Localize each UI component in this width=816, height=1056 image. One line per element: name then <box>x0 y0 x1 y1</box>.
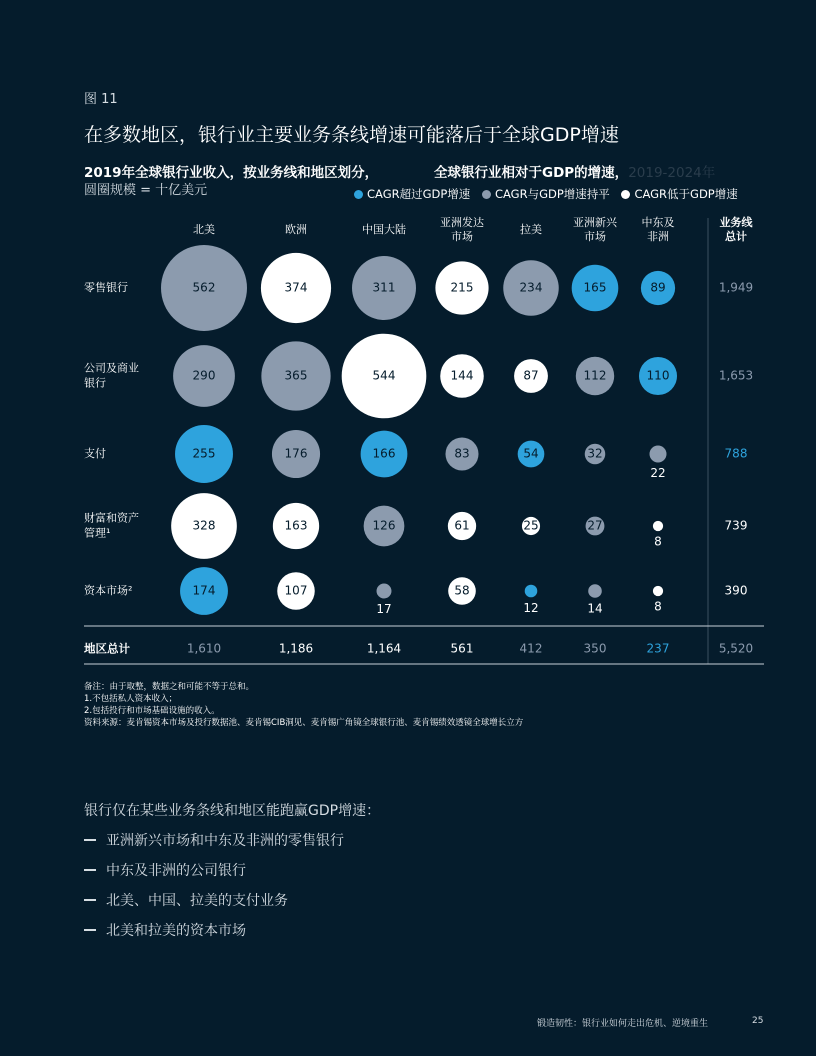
region-header: 中国大陆 <box>362 223 406 236</box>
region-total-row-label: 地区总计 <box>84 641 130 656</box>
dash-icon <box>84 869 96 871</box>
business-line-label: 支付 <box>84 447 106 460</box>
region-total-value: 1,186 <box>278 641 314 656</box>
dash-icon <box>84 839 96 841</box>
bubble-value-label: 144 <box>450 368 474 383</box>
bubble-value-label: 166 <box>372 446 396 461</box>
takeaway-bullet-text: 北美和拉美的资本市场 <box>106 923 246 939</box>
region-header: 亚洲发达市场 <box>440 216 484 243</box>
bubble-value-label: 110 <box>646 368 670 383</box>
bubble-value-label: 89 <box>650 280 666 295</box>
business-line-label: 财富和资产管理¹ <box>84 511 139 540</box>
bubble-value-label: 234 <box>519 280 543 295</box>
region-total-value: 1,610 <box>186 641 222 656</box>
takeaway-bullet <box>84 860 246 880</box>
bubble <box>525 585 538 598</box>
region-header: 欧洲 <box>285 223 307 236</box>
bubble-value-label: 255 <box>192 446 216 461</box>
bubble-value-label: 176 <box>284 446 308 461</box>
business-line-label: 零售银行 <box>84 281 128 294</box>
takeaway-bullet-text: 北美、中国、拉美的支付业务 <box>106 893 288 909</box>
bubble-value-label: 365 <box>284 368 308 383</box>
business-line-label: 公司及商业银行 <box>84 361 139 390</box>
bubble <box>588 584 602 598</box>
bubble-value-label: 374 <box>284 280 308 295</box>
region-total-value: 561 <box>450 641 474 656</box>
bubble <box>653 586 663 596</box>
dash-icon <box>84 899 96 901</box>
takeaway-bullet-text: 中东及非洲的公司银行 <box>106 863 246 879</box>
row-total-value: 1,949 <box>718 280 754 295</box>
bubble-value-label: 27 <box>587 518 603 533</box>
bubble-value-label: 290 <box>192 368 216 383</box>
region-total-value: 1,164 <box>366 641 402 656</box>
row-total-value: 390 <box>724 583 748 598</box>
grand-total-value: 5,520 <box>718 641 754 656</box>
legend-label: CAGR与GDP增速持平 <box>494 187 610 201</box>
bubble-value-label: 22 <box>650 466 666 481</box>
total-column-header: 业务线总计 <box>719 216 753 243</box>
chart-unit-label: 圆圈规模 = 十亿美元 <box>84 183 208 198</box>
chart-title-period: 2019-2024年 <box>628 165 716 181</box>
figure-label: 图 11 <box>84 92 118 107</box>
region-total-value: 350 <box>583 641 607 656</box>
note-1: 1.不包括私人资本收入； <box>84 694 178 704</box>
takeaway-bullet <box>84 830 344 850</box>
bubble-value-label: 165 <box>583 280 607 295</box>
note-rounding: 备注：由于取整，数据之和可能不等于总和。 <box>84 682 255 692</box>
bubble-value-label: 163 <box>284 518 308 533</box>
takeaway-bullet <box>84 890 288 910</box>
bubble-value-label: 14 <box>587 601 603 616</box>
note-source: 资料来源：麦肯锡资本市场及投行数据池、麦肯锡CIB洞见、麦肯锡广角镜全球银行池、麦肯锡绩效透镜全球增长立方 <box>84 718 524 728</box>
takeaway-intro: 银行仅在某些业务条线和地区能跑赢GDP增速： <box>84 803 381 819</box>
bubble <box>377 584 392 599</box>
bubble-value-label: 54 <box>523 446 539 461</box>
bubble-value-label: 58 <box>454 583 470 598</box>
bubble-value-label: 17 <box>376 601 392 616</box>
bubble-value-label: 32 <box>587 446 603 461</box>
legend-label: CAGR低于GDP增速 <box>634 187 738 201</box>
bubble-value-label: 174 <box>192 583 216 598</box>
bubble-value-label: 83 <box>454 446 470 461</box>
footer-text: 锻造韧性：银行业如何走出危机、逆境重生 <box>537 1019 709 1029</box>
bubble-value-label: 311 <box>372 280 396 295</box>
region-total-value: 412 <box>519 641 543 656</box>
region-header: 北美 <box>193 223 215 236</box>
bubble-value-label: 12 <box>523 600 539 615</box>
region-header: 中东及非洲 <box>641 216 675 243</box>
bubble-value-label: 8 <box>654 534 662 549</box>
bubble-value-label: 61 <box>454 518 470 533</box>
region-header: 拉美 <box>520 223 542 236</box>
bubble-value-label: 215 <box>450 280 474 295</box>
bubble <box>653 521 663 531</box>
dash-icon <box>84 929 96 931</box>
row-total-value: 1,653 <box>718 368 754 383</box>
chart-title-right-text: 全球银行业相对于GDP的增速， <box>434 165 629 181</box>
region-total-value: 237 <box>646 641 670 656</box>
legend-label: CAGR超过GDP增速 <box>367 187 471 201</box>
takeaway-bullet <box>84 920 246 940</box>
bubble-value-label: 8 <box>654 599 662 614</box>
bubble-value-label: 25 <box>523 518 539 533</box>
bubble-value-label: 328 <box>192 518 216 533</box>
note-2: 2.包括投行和市场基础设施的收入。 <box>84 706 220 716</box>
bubble-value-label: 112 <box>583 368 607 383</box>
row-total-value: 739 <box>724 518 748 533</box>
page-title: 在多数地区，银行业主要业务条线增速可能落后于全球GDP增速 <box>84 124 619 146</box>
bubble-value-label: 562 <box>192 280 216 295</box>
bubble-value-label: 107 <box>284 583 308 598</box>
bubble <box>649 445 666 462</box>
bubble-value-label: 126 <box>372 518 396 533</box>
bubble-value-label: 544 <box>372 368 396 383</box>
chart-title-left: 2019年全球银行业收入，按业务线和地区划分， <box>84 165 379 181</box>
business-line-label: 资本市场² <box>84 584 133 597</box>
row-total-value: 788 <box>724 446 748 461</box>
takeaway-bullet-text: 亚洲新兴市场和中东及非洲的零售银行 <box>106 833 344 849</box>
page-number: 25 <box>752 1016 764 1026</box>
bubble-value-label: 87 <box>523 368 539 383</box>
region-header: 亚洲新兴市场 <box>573 216 617 243</box>
